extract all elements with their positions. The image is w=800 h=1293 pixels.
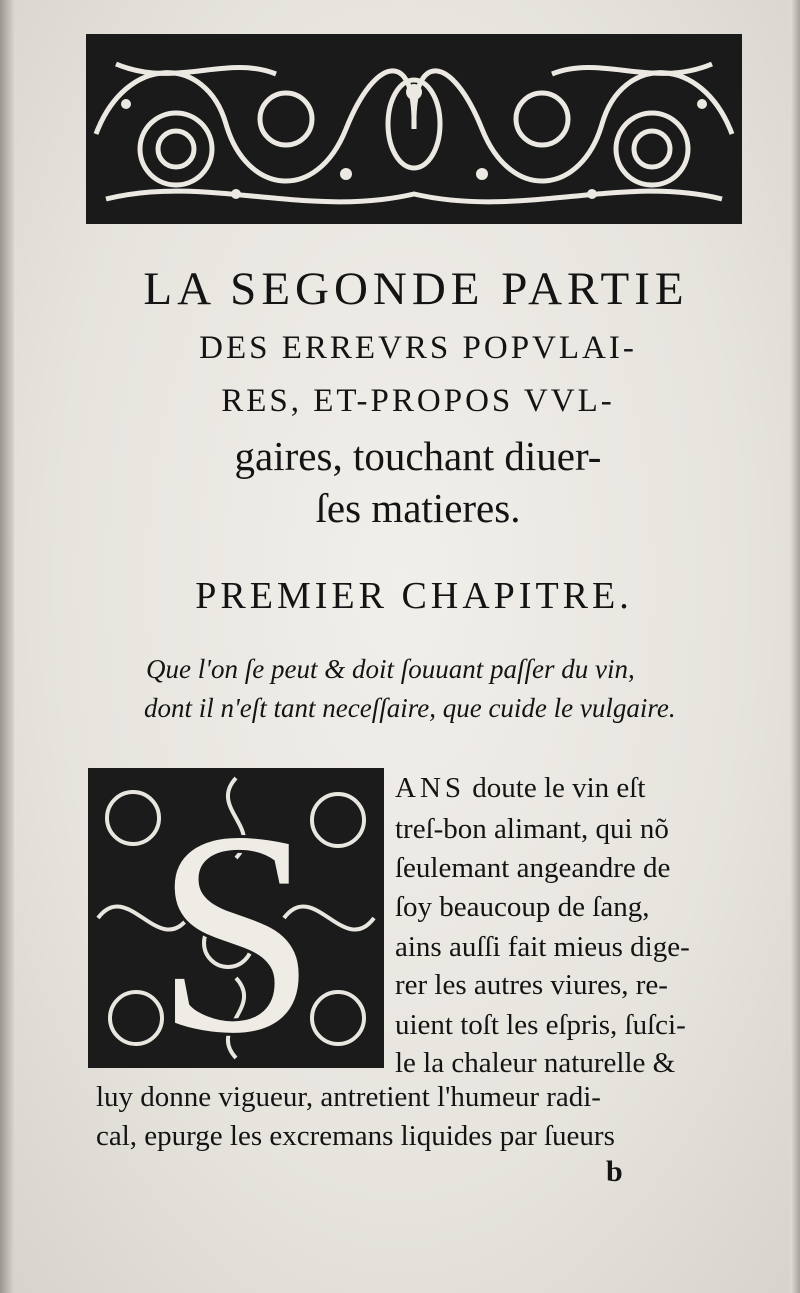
body-line-3: ſeulemant angeandre de bbox=[395, 852, 671, 884]
body-line-1 bbox=[395, 772, 645, 805]
page-edge-right bbox=[790, 0, 800, 1293]
body-line-8: le la chaleur naturelle & bbox=[395, 1047, 676, 1079]
title-line-2: DES ERREVRS POPVLAI- bbox=[199, 330, 637, 366]
body-line-2: treſ-bon alimant, qui nõ bbox=[395, 813, 669, 845]
initial-letter: S bbox=[155, 772, 317, 1068]
body-line-10: cal, epurge les excremans liquides par ſueurs bbox=[96, 1120, 615, 1152]
body-line-7: uient toſt les eſpris, ſuſci- bbox=[395, 1009, 686, 1041]
body-line-6: rer les autres viures, re- bbox=[395, 969, 668, 1001]
title-line-3: RES, ET-PROPOS VVL- bbox=[221, 383, 615, 419]
signature-mark: b bbox=[606, 1155, 623, 1188]
body-line-1-caps: ANS bbox=[395, 772, 466, 804]
title-line-1: LA SEGONDE PARTIE bbox=[143, 263, 689, 315]
body-line-4: ſoy beaucoup de ſang, bbox=[395, 891, 650, 923]
title-line-5: ſes matieres. bbox=[315, 485, 521, 531]
page-edge-left bbox=[0, 0, 14, 1293]
body-line-1-text: doute le vin eſt bbox=[465, 772, 646, 804]
body-line-5: ains auſſi fait mieus dige- bbox=[395, 931, 690, 963]
title-line-4: gaires, touchant diuer- bbox=[234, 433, 602, 479]
body-line-9: luy donne vigueur, antretient l'humeur radi- bbox=[96, 1081, 601, 1113]
chapter-summary-line-2: dont il n'eſt tant neceſſaire, que cuide le vulgaire. bbox=[144, 693, 676, 723]
chapter-title: PREMIER CHAPITRE. bbox=[195, 575, 633, 617]
chapter-summary-line-1: Que l'on ſe peut & doit ſouuant paſſer du vin, bbox=[146, 654, 635, 684]
decorated-initial bbox=[88, 768, 384, 1068]
ornamental-headpiece bbox=[86, 34, 742, 224]
